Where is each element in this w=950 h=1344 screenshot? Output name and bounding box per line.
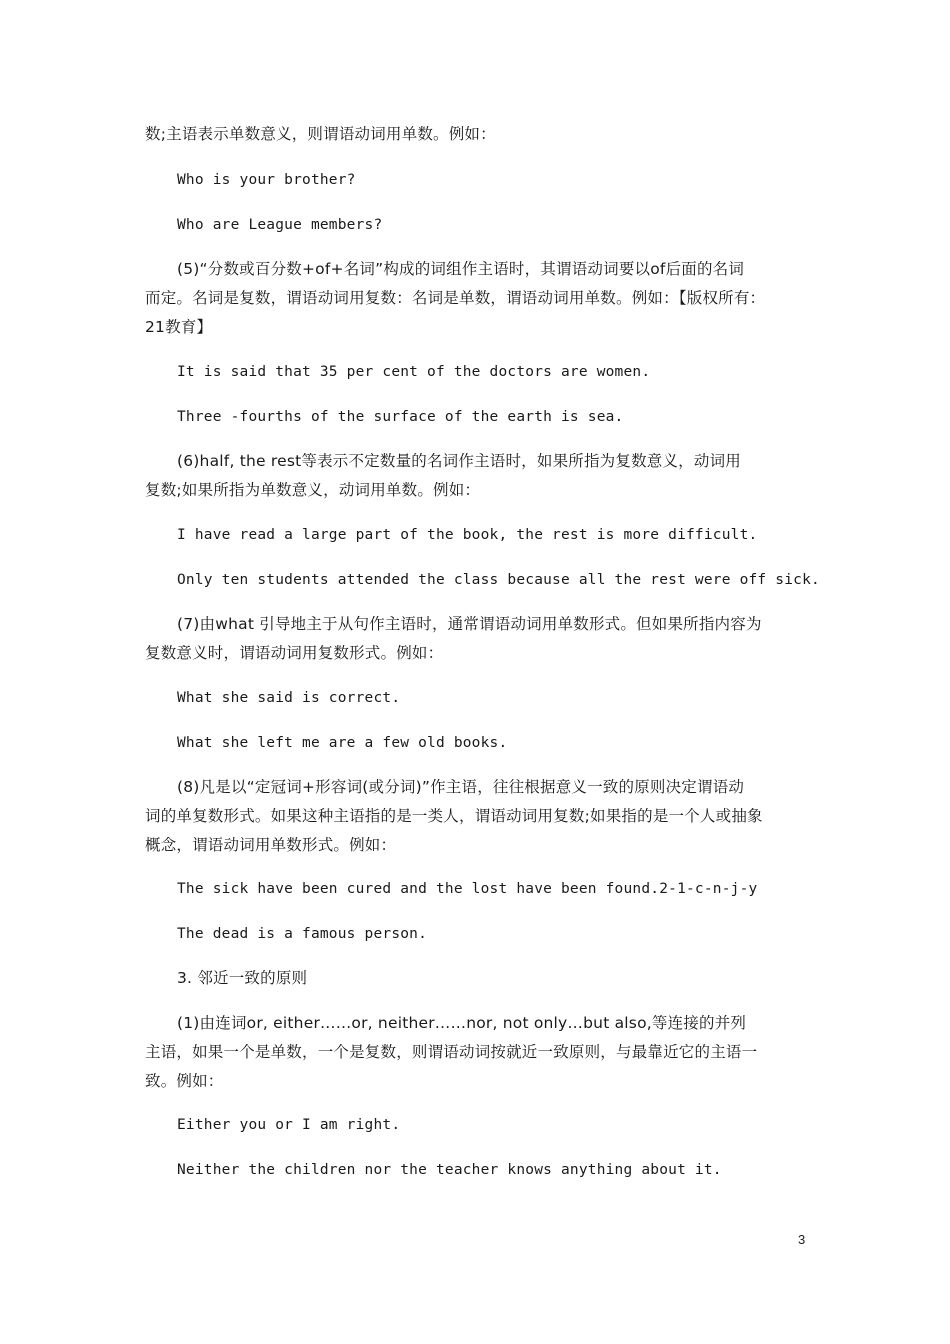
example-sentence: Who is your brother? bbox=[177, 172, 356, 188]
example-sentence: The sick have been cured and the lost have been found.2-1-c-n-j-y bbox=[177, 881, 758, 897]
example-sentence: Three -fourths of the surface of the earth is sea. bbox=[177, 409, 624, 425]
example-sentence: Only ten students attended the class because all the rest were off sick. bbox=[177, 572, 820, 588]
example-sentence: The dead is a famous person. bbox=[177, 926, 428, 942]
text-line: 复数意义时，谓语动词用复数形式。例如： bbox=[145, 644, 444, 662]
text-line: 数;主语表示单数意义，则谓语动词用单数。例如： bbox=[145, 125, 496, 143]
rule-heading-6: (6)half, the rest等表示不定数量的名词作主语时，如果所指为复数意义，动词用 bbox=[177, 452, 741, 470]
rule-heading-8: (8)凡是以“定冠词+形容词(或分词)”作主语，往往根据意义一致的原则决定谓语动 bbox=[177, 778, 745, 796]
rule-heading-5: (5)“分数或百分数+of+名词”构成的词组作主语时，其谓语动词要以of后面的名词 bbox=[177, 260, 745, 278]
rule-heading-7: (7)由what 引导地主于从句作主语时，通常谓语动词用单数形式。但如果所指内容为 bbox=[177, 615, 762, 633]
text-line: 概念，谓语动词用单数形式。例如： bbox=[145, 836, 397, 854]
text-line: 主语，如果一个是单数，一个是复数，则谓语动词按就近一致原则，与最靠近它的主语一 bbox=[145, 1043, 758, 1061]
text-line: 复数;如果所指为单数意义，动词用单数。例如： bbox=[145, 481, 481, 499]
example-sentence: Neither the children nor the teacher knows anything about it. bbox=[177, 1162, 722, 1178]
text-line: 21教育】 bbox=[145, 318, 213, 336]
example-sentence: Either you or I am right. bbox=[177, 1117, 401, 1133]
example-sentence: What she left me are a few old books. bbox=[177, 735, 508, 751]
section-heading: 3. 邻近一致的原则 bbox=[177, 969, 308, 987]
example-sentence: Who are League members? bbox=[177, 217, 383, 233]
example-sentence: It is said that 35 per cent of the doctors are women. bbox=[177, 364, 651, 380]
text-line: 致。例如： bbox=[145, 1072, 224, 1090]
rule-heading-1: (1)由连词or, either……or, neither……nor, not only…but also,等连接的并列 bbox=[177, 1014, 747, 1032]
page-number: 3 bbox=[798, 1232, 806, 1247]
text-line: 词的单复数形式。如果这种主语指的是一类人，谓语动词用复数;如果指的是一个人或抽象 bbox=[145, 807, 763, 825]
example-sentence: What she said is correct. bbox=[177, 690, 401, 706]
text-line: 而定。名词是复数，谓语动词用复数：名词是单数，谓语动词用单数。例如：【版权所有： bbox=[145, 289, 766, 307]
example-sentence: I have read a large part of the book, the rest is more difficult. bbox=[177, 527, 758, 543]
